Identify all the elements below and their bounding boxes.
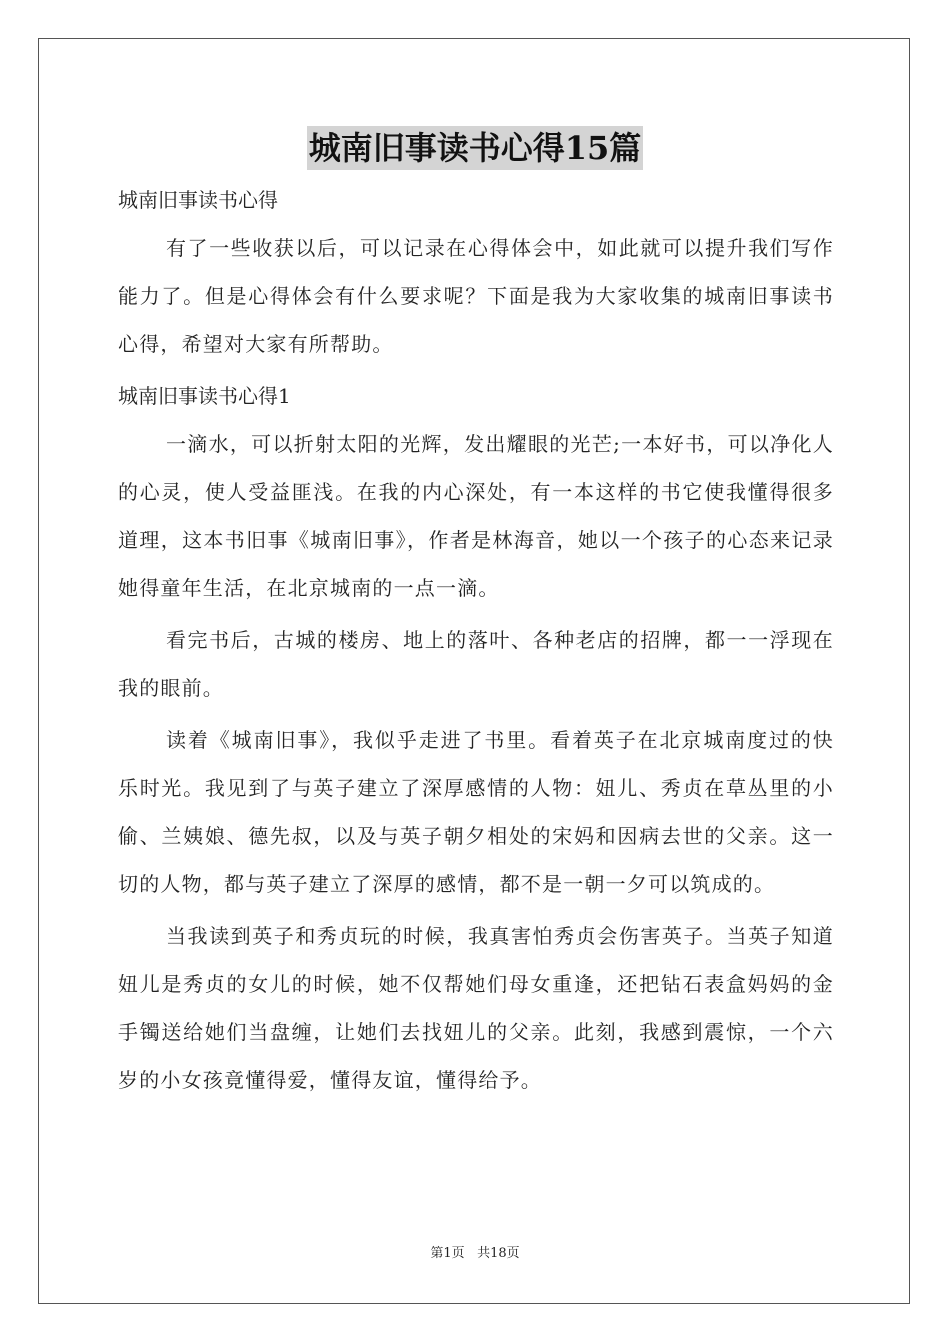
document-body: [118, 176, 834, 1108]
body-paragraph: 读着《城南旧事》，我似乎走进了书里。看着英子在北京城南度过的快乐时光。我见到了与英子建立了深厚感情的人物：妞儿、秀贞在草丛里的小偷、兰姨娘、德先叔，以及与英子朝夕相处的宋妈和因病去世的父亲。这一切的人物，都与英子建立了深厚的感情，都不是一朝一夕可以筑成的。: [118, 728, 834, 896]
page-footer: [0, 1245, 950, 1263]
section-heading-1: 城南旧事读书心得1: [118, 384, 291, 408]
title-container: [0, 126, 950, 170]
body-paragraph: 当我读到英子和秀贞玩的时候，我真害怕秀贞会伤害英子。当英子知道妞儿是秀贞的女儿的时候，她不仅帮她们母女重逢，还把钻石表盒妈妈的金手镯送给她们当盘缠，让她们去找妞儿的父亲。此刻，我感到震惊，一个六岁的小女孩竟懂得爱，懂得友谊，懂得给予。: [118, 924, 834, 1092]
page-number: 第1页: [430, 1246, 465, 1261]
page-total: 共18页: [477, 1246, 520, 1261]
body-paragraph: 看完书后，古城的楼房、地上的落叶、各种老店的招牌，都一一浮现在我的眼前。: [118, 628, 834, 700]
intro-heading: 城南旧事读书心得: [118, 188, 278, 212]
intro-paragraph: 有了一些收获以后，可以记录在心得体会中，如此就可以提升我们写作能力了。但是心得体会有什么要求呢？下面是我为大家收集的城南旧事读书心得，希望对大家有所帮助。: [118, 236, 834, 356]
document-title: 城南旧事读书心得15篇: [307, 126, 644, 170]
body-paragraph: 一滴水，可以折射太阳的光辉，发出耀眼的光芒;一本好书，可以净化人的心灵，使人受益匪浅。在我的内心深处，有一本这样的书它使我懂得很多道理，这本书旧事《城南旧事》，作者是林海音，她以一个孩子的心态来记录她得童年生活，在北京城南的一点一滴。: [118, 432, 834, 600]
